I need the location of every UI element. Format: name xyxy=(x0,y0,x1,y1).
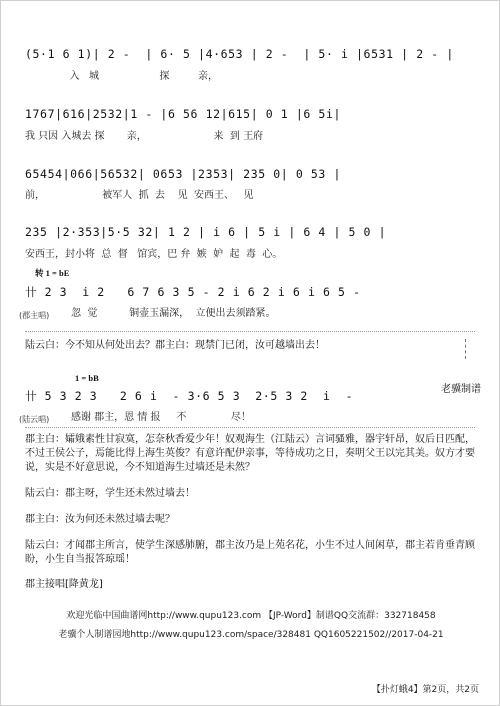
footer-link-1[interactable]: 欢迎光临中国曲谱网http://www.qupu123.com 【JP-Word】制谱QQ交流群：332718458 xyxy=(66,611,436,621)
dialogue-paragraph-5: 郡主接唱[降黄龙] xyxy=(25,579,103,590)
score-row-6-lyrics: 感谢 郡主，恩 情 报 不 尽！ xyxy=(71,412,251,423)
score-row-3-lyrics: 前， 被军人 抓 去 见 安西王、 见 xyxy=(25,190,254,201)
score-row-4-notes: 235 |2·353|5·5 32| 1 2 | i 6 | 5 i | 6 4 | 5 0 | xyxy=(25,225,387,239)
score-row-2-notes: 1767|616|2532|1 - |6 56 12|615| 0 1 |6 5i| xyxy=(25,107,341,121)
role-label-luyun: (陆云唱) xyxy=(19,415,50,424)
footer-link-2[interactable]: 老骥个人制谱园地http://www.qupu123.com/space/328481 QQ1605221502//2017-04-21 xyxy=(58,630,444,640)
score-row-2-lyrics: 我 只因 入城去 探 亲， 来 到 王府 xyxy=(25,131,264,142)
key-change-label: 转 1 = bE xyxy=(35,268,70,278)
role-label-princess: (郡主唱) xyxy=(19,311,50,320)
dashed-marker xyxy=(465,339,466,359)
dialogue-paragraph-3: 郡主白：汝为何还未然过墙去呢？ xyxy=(25,514,175,525)
score-row-6-notes: 卄 5 3 2 3 2 6 i - 3·6 5 3 2·5 3 2 i - xyxy=(25,389,354,403)
dialogue-paragraph-4: 陆云白：才闻郡主所言，使学生深感肺腑，郡主汝乃是上苑名花，小生不过人间闲草，郡主若肯垂青顾盼，小生自当报答琼瑶！ xyxy=(25,540,475,565)
dialogue-paragraph-1: 郡主白：孀娥素性甘寂寞，怎奈秋香爱少年！奴观海生（江陆云）言词骚雅，器宇轩昂，奴后日匹配，不过王侯公子，焉能比得上海生英俊？有意许配伊亲事，等待成功之日，奏明父王以完其美。奴方才要说，实是不好意思说，今不知道海生过墙还是未然？ xyxy=(25,434,475,473)
key-label-second: 1 = bB xyxy=(75,373,99,383)
score-row-1-notes: (5·1 6 1)| 2 - | 6· 5 |4·653 | 2 - | 5· i |6531 | 2 - | xyxy=(25,47,454,61)
page-info: 【扑灯蛾4】第2页，共2页 xyxy=(371,685,479,695)
composer-credit: 老骥制谱 xyxy=(441,384,481,395)
score-row-5-notes: 卄 2 3 i 2 6 7 6 3 5 - 2 i 6 2 i 6 i 6 5 - xyxy=(25,285,361,299)
score-row-1-lyrics: 入 城 探 亲， xyxy=(25,71,219,82)
score-row-5-lyrics: 忽 觉 铜壶玉漏深， 立便出去须踏紧。 xyxy=(71,308,276,319)
score-row-3-notes: 65454|066|56532| 0653 |2353| 235 0| 0 53 | xyxy=(25,167,341,181)
section-divider-2 xyxy=(25,427,475,428)
section-divider xyxy=(25,331,475,332)
dialogue-line-top: 陆云白：今不知从何处出去？郡主白：现禁门已闭，汝可越墙出去！ xyxy=(25,340,325,351)
score-row-4-lyrics: 安西王，封小将 总 督 馆宾，巴 弁 嫉 妒 起 毒 心。 xyxy=(25,249,283,260)
dialogue-paragraph-2: 陆云白：郡主呀，学生还未然过墙去！ xyxy=(25,488,195,499)
